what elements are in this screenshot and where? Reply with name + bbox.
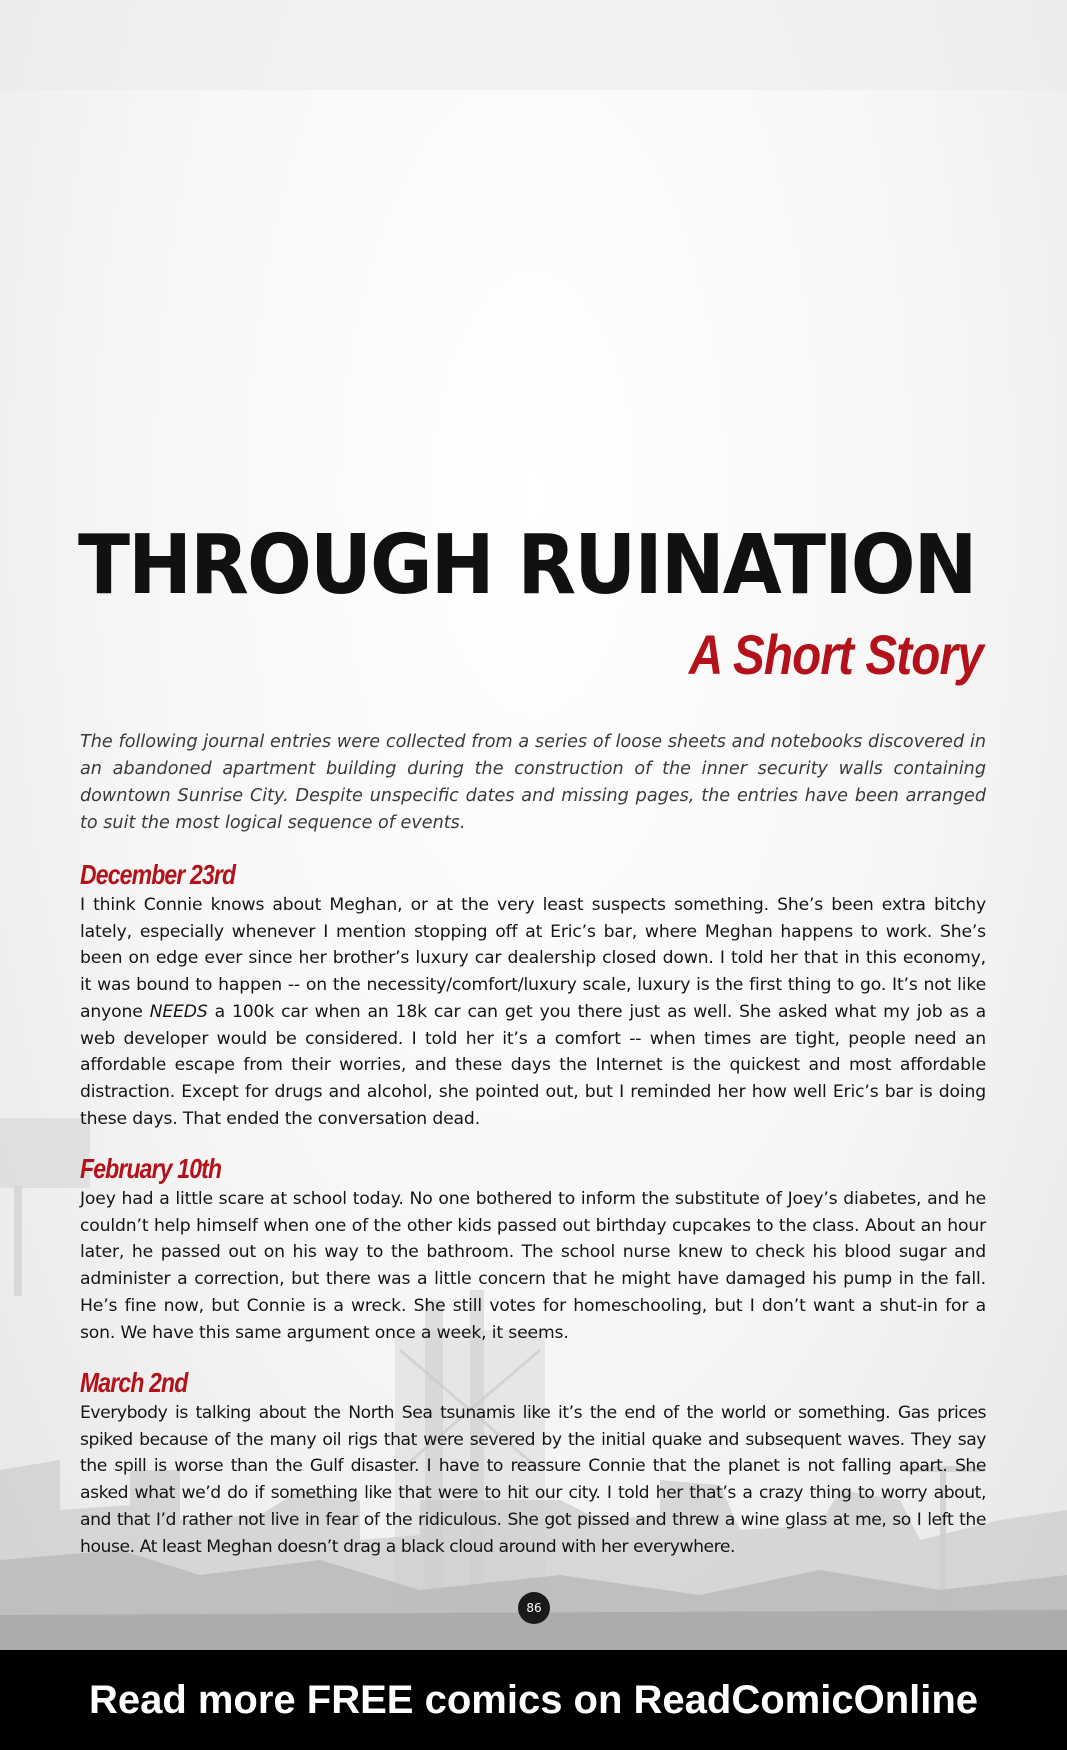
entry-date: December 23rd: [80, 859, 236, 890]
story-title: THROUGH RUINATION: [78, 518, 976, 613]
journal-entry: [80, 858, 986, 1132]
promo-banner-text[interactable]: Read more FREE comics on ReadComicOnline: [88, 1678, 979, 1722]
entry-body: Joey had a little scare at school today. No one bothered to inform the substitute of Joey’s diabetes, and he couldn’t help himself when one of the other kids passed out birthday cupcakes to the class. About an hour later, he passed out on his way to the bathroom. The school nurse knew to check his blood sugar and administer a correction, but there was a little concern that he might have damaged his pump in the fall. He’s fine now, but Connie is a wreck. She still votes for homeschooling, but I don’t want a shut-in for a son. We have this same argument once a week, it seems.: [80, 1189, 986, 1343]
entry-date: March 2nd: [80, 1367, 188, 1398]
entry-body-emphasis: NEEDS: [149, 1001, 208, 1022]
entry-body: Everybody is talking about the North Sea tsunamis like it’s the end of the world or something. Gas prices spiked because of the many oil rigs that were severed by the initial quake and subsequent waves. They say the spill is worse than the Gulf disaster. I have to reassure Connie that the planet is not falling apart. She asked what we’d do if something like that were to hit our city. I told her that’s a crazy thing to worry about, and that I’d rather not live in fear of the ridiculous. She got pissed and threw a wine glass at me, so I left the house. At least Meghan doesn’t drag a black cloud around with her everywhere.: [80, 1403, 986, 1557]
promo-banner[interactable]: [0, 1650, 1067, 1750]
story-subtitle: A Short Story: [689, 623, 983, 686]
entry-date: February 10th: [80, 1153, 222, 1184]
entry-body-text: a 100k car when an 18k car can get you there just as well. She asked what my job as a web developer would be considered. I told her it’s a comfort -- when times are tight, people need an affordable escape from their worries, and these days the Internet is the quickest and most affordable distraction. Except for drugs and alcohol, she pointed out, but I reminded her how well Eric’s bar is doing these days. That ended the conversation dead.: [80, 1001, 986, 1129]
intro-paragraph: The following journal entries were collected from a series of loose sheets and notebooks discovered in an abandoned apartment building during the construction of the inner security walls containing downtown Sunrise City. Despite unspecific dates and missing pages, the entries have been arranged to suit the most logical sequence of events.: [80, 732, 986, 833]
page-number-badge: 86: [518, 1592, 550, 1624]
journal-entry: [80, 1152, 986, 1346]
journal-entry: [80, 1366, 986, 1560]
entry-body: [80, 892, 986, 1132]
entry-body-text: I think Connie knows about Meghan, or at the very least suspects something. She’s been extra bitchy lately, especially whenever I mention stopping off at Eric’s bar, where Meghan happens to work. She’s been on edge ever since her brother’s luxury car dealership closed down. I told her that in this economy, it was bound to happen -- on the necessity/comfort/luxury scale, luxury is the first thing to go. It’s not like anyone: [80, 895, 986, 1022]
